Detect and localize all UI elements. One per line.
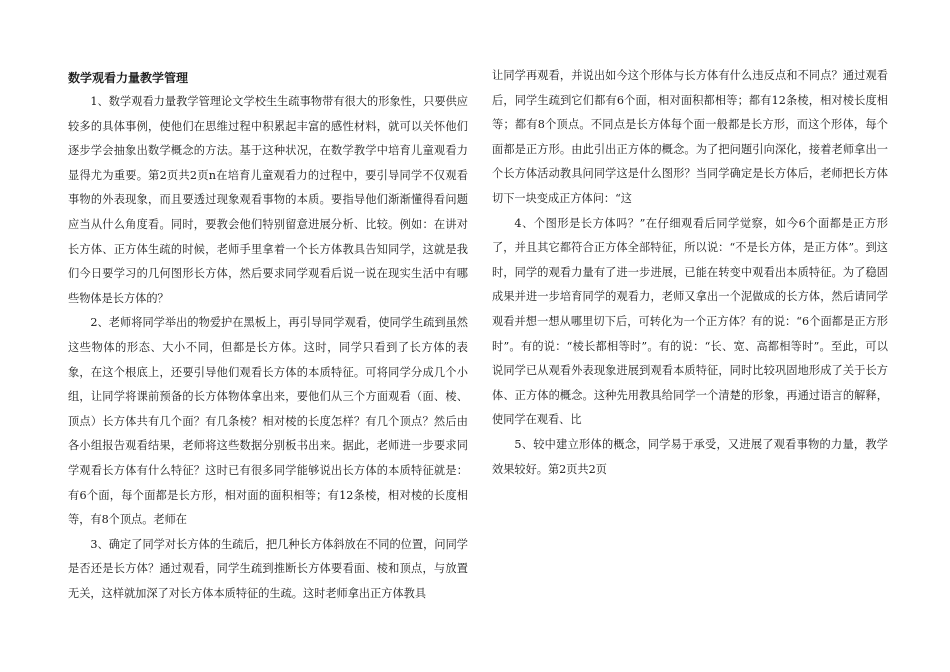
left-column [68, 66, 468, 606]
paragraph-5: 5、较中建立形体的概念，同学易于承受，又进展了观看事物的力量，教学效果较好。第2页共2页 [492, 437, 888, 476]
paragraph-3-continued: 让同学再观看，并说出如今这个形体与长方体有什么违反点和不同点？通过观看后，同学生疏到它们都有6个面，相对面积都相等；都有12条棱，相对棱长度相等；都有8个顶点。不同点是长方体每个面一般都是长方形，而这个形体，每个面都是正方形。由此引出正方体的概念。为了把问题引向深化，接着老师拿出一个长方体活动教具问同学这是什么图形？当同学确定是长方体后，老师把长方体切下一块变成正方体问：“这 [492, 69, 888, 205]
paragraph-2: 2、老师将同学举出的物爱护在黑板上，再引导同学观看，使同学生疏到虽然这些物体的形态、大小不同，但都是长方体。这时，同学只看到了长方体的表象，在这个根底上，还要引导他们观看长方体的本质特征。可将同学分成几个小组，让同学将课前预备的长方体物体拿出来，要他们从三个方面观看（面、棱、顶点）长方体共有几个面？有几条棱？相对棱的长度怎样？有几个顶点？然后由各小组报告观看结果，老师将这些数据分别板书出来。据此，老师进一步要求同学观看长方体有什么特征？这时已有很多同学能够说出长方体的本质特征就是：有6个面，每个面都是长方形，相对面的面积相等；有12条棱，相对棱的长度相等，有8个顶点。老师在 [68, 316, 468, 527]
paragraph-4: 4、个图形是长方体吗？”在仔细观看后同学觉察，如今6个面都是正方形了，并且其它都符合正方体全部特征，所以说：“不是长方体，是正方体”。到这时，同学的观看力量有了进一步进展，已能在转变中观看出本质特征。为了稳固成果并进一步培育同学的观看力，老师又拿出一个泥做成的长方体，然后请同学观看并想一想从哪里切下后，可转化为一个正方体？有的说：“6个面都是正方形时”。有的说：“棱长都相等时”。有的说：“长、宽、高都相等时”。至此，可以说同学已从观看外表现象进展到观看本质特征，同时比较巩固地形成了关于长方体、正方体的概念。这种先用教具给同学一个清楚的形象，再通过语言的解释，使同学在观看、比 [492, 216, 888, 427]
paragraph-3: 3、确定了同学对长方体的生疏后，把几种长方体斜放在不同的位置，问同学是否还是长方体？通过观看，同学生疏到推断长方体要看面、棱和顶点，与放置无关，这样就加深了对长方体本质特征的生疏。这时老师拿出正方体教具 [68, 537, 468, 600]
paragraph-1: 1、数学观看力量教学管理论文学校生生疏事物带有很大的形象性，只要供应较多的具体事例，使他们在思维过程中积累起丰富的感性材料，就可以关怀他们逐步学会抽象出数学概念的方法。基于这种状况，在数学教学中培育儿童观看力显得尤为重要。第2页共2页n在培育儿童观看力的过程中，要引导同学不仅观看事物的外表现象，而且要透过现象观看事物的本质。要指导他们渐渐懂得看问题应当从什么角度看。同时，要教会他们特别留意进展分析、比较。例如：在讲对长方体、正方体生疏的时候，老师手里拿着一个长方体教具告知同学，这就是我们今日要学习的几何图形长方体，然后要求同学观看后说一说在现实生活中有哪些物体是长方体的？ [68, 95, 468, 305]
right-column [492, 64, 888, 482]
document-title: 数学观看力量教学管理 [68, 71, 189, 85]
